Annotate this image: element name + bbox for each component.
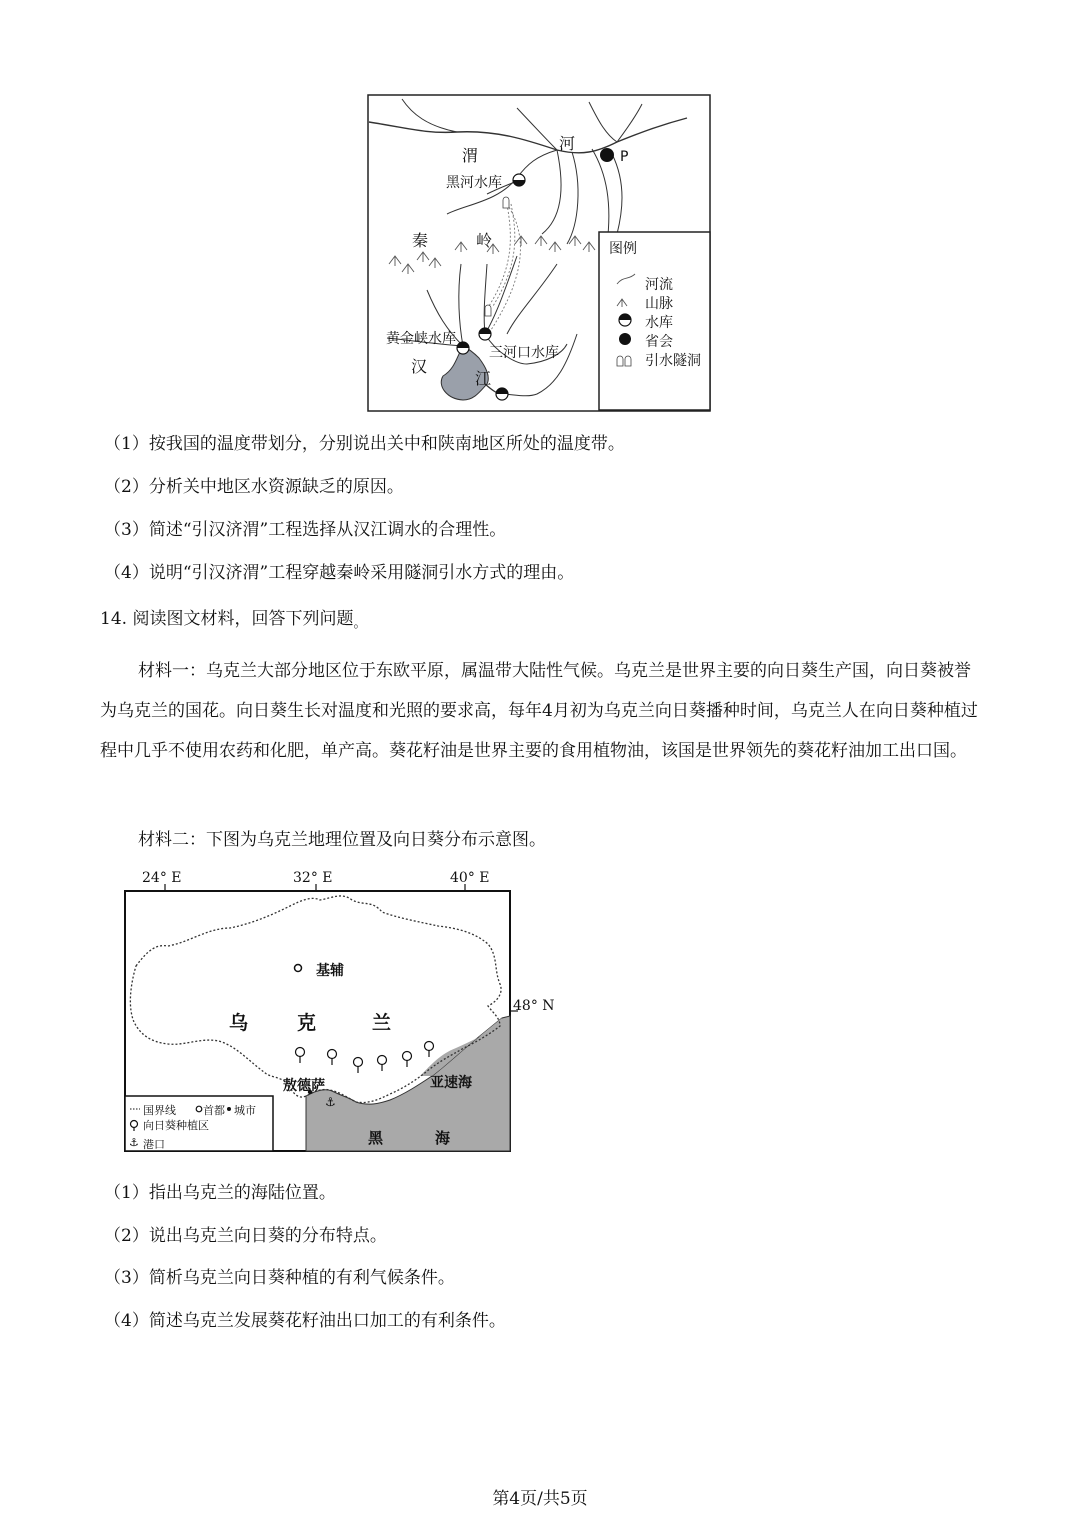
- black-sea-label-1: 黑: [368, 1129, 384, 1147]
- material-1: 材料一：乌克兰大部分地区位于东欧平原，属温带大陆性气候。乌克兰是世界主要的向日葵生产国，向日葵被誉为乌克兰的国花。向日葵生长对温度和光照的要求高，每年4月初为乌克兰向日葵播种时间，乌克兰人在向日葵种植过程中几乎不使用农药和化肥，单产高。葵花籽油是世界主要的食用植物油，该国是世界领先的葵花籽油加工出口国。: [100, 661, 978, 761]
- question-14-1: （1）指出乌克兰的海陆位置。: [104, 1183, 336, 1203]
- azov-sea-label: 亚速海: [430, 1075, 472, 1091]
- port-anchor-icon: ⚓: [325, 1095, 336, 1109]
- qinling-label-1: 秦: [412, 231, 429, 250]
- lon-label-32: 32° E: [293, 870, 333, 886]
- han-label-1: 汉: [411, 357, 428, 376]
- page-footer: 第4页/共5页: [492, 1489, 588, 1509]
- kyiv-capital-icon: [295, 965, 302, 972]
- wei-label-1: 渭: [462, 146, 479, 165]
- ukraine-map: [120, 866, 570, 1156]
- kyiv-label: 基辅: [316, 963, 344, 979]
- legend-item-mountain: 山脉: [645, 296, 673, 312]
- capital-label: P: [620, 149, 629, 165]
- country-label-3: 兰: [372, 1012, 392, 1034]
- question-13-2: （2）分析关中地区水资源缺乏的原因。: [104, 477, 404, 497]
- question-14-title: [100, 607, 366, 636]
- han-label-2: 江: [475, 369, 492, 388]
- odesa-label: 敖德萨: [283, 1078, 325, 1094]
- capital-dot-icon: [600, 148, 614, 162]
- svg-text:⚓: ⚓: [129, 1136, 139, 1149]
- question-14-3: （3）简析乌克兰向日葵种植的有利气候条件。: [104, 1268, 455, 1288]
- legend-city: 城市: [234, 1104, 256, 1117]
- ukraine-map-svg: [120, 866, 570, 1156]
- legend-border: 国界线: [143, 1104, 176, 1117]
- lat-label-48: 48° N: [513, 998, 555, 1014]
- question-13-3: （3）简述“引汉济渭”工程选择从汉江调水的合理性。: [104, 520, 507, 540]
- country-label-1: 乌: [229, 1012, 249, 1034]
- legend-item-tunnel: 引水隧洞: [645, 353, 701, 369]
- reservoir-label-sanhekou: 三河口水库: [489, 345, 559, 361]
- legend-title: 图例: [609, 241, 637, 257]
- black-sea-label-2: 海: [435, 1129, 451, 1147]
- wei-label-2: 河: [559, 134, 576, 153]
- legend-item-capital: 省会: [645, 334, 673, 350]
- question-14-2: （2）说出乌克兰向日葵的分布特点。: [104, 1226, 387, 1246]
- reservoir-label-huangjinxia: 黄金峡水库: [386, 331, 456, 347]
- lon-label-24: 24° E: [142, 870, 182, 886]
- question-13-4: （4）说明“引汉济渭”工程穿越秦岭采用隧洞引水方式的理由。: [104, 563, 575, 583]
- legend-sunflower: 向日葵种植区: [143, 1119, 209, 1132]
- legend-capital: 首都: [203, 1104, 225, 1117]
- question-14-4: （4）简述乌克兰发展葵花籽油出口加工的有利条件。: [104, 1311, 506, 1331]
- legend-port: 港口: [143, 1138, 165, 1151]
- question-14-title-dot: 。: [353, 616, 367, 631]
- question-14-title-text: 14. 阅读图文材料，回答下列问题: [100, 609, 354, 629]
- question-13-1: （1）按我国的温度带划分，分别说出关中和陕南地区所处的温度带。: [104, 434, 625, 454]
- qinling-label-2: 岭: [476, 231, 493, 250]
- legend-item-river: 河流: [645, 277, 673, 293]
- material-2: 材料二：下图为乌克兰地理位置及向日葵分布示意图。: [138, 830, 546, 850]
- lon-label-40: 40° E: [450, 870, 490, 886]
- reservoir-label-heihe: 黑河水库: [446, 175, 502, 191]
- country-label-2: 克: [297, 1012, 317, 1034]
- legend-item-reservoir: 水库: [645, 315, 673, 331]
